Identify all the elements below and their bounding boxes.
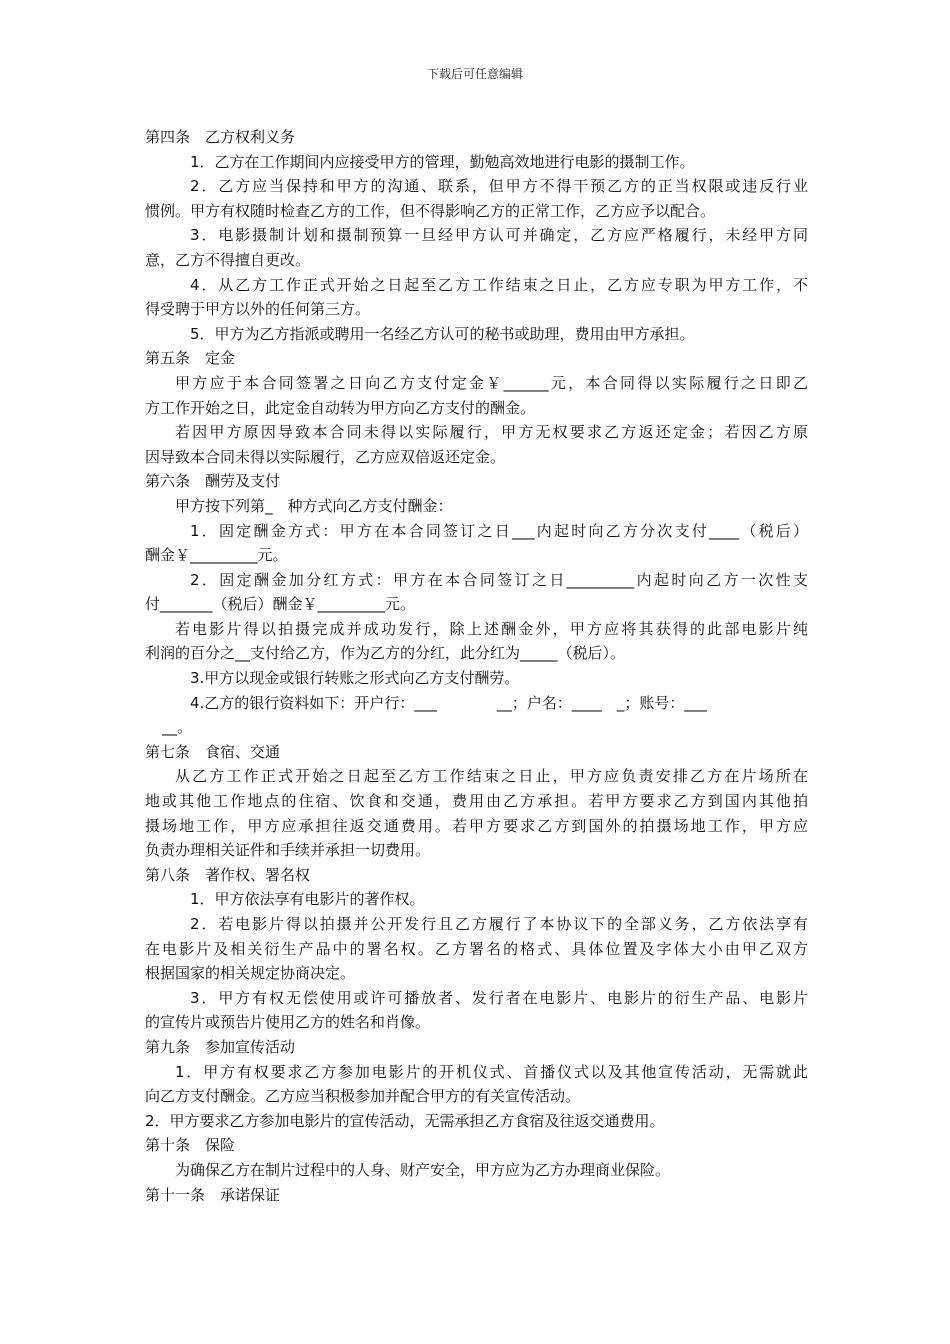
contract-line: 1．甲方依法享有电影片的著作权。 — [190, 890, 425, 909]
contract-line: 2．固定酬金加分红方式：甲方在本合同签订之日_________内起时向乙方一次性支 — [190, 570, 808, 589]
contract-line: 意，乙方不得擅自更改。 — [145, 250, 311, 269]
contract-line: 2．甲方要求乙方参加电影片的宣传活动，无需承担乙方食宿及往返交通费用。 — [145, 1111, 665, 1130]
contract-line: 2．乙方应当保持和甲方的沟通、联系，但甲方不得干预乙方的正当权限或违反行业 — [190, 177, 808, 196]
contract-body — [145, 125, 808, 1207]
contract-line: 5．甲方为乙方指派或聘用一名经乙方认可的秘书或助理，费用由甲方承担。 — [190, 324, 695, 343]
contract-line: 从乙方工作正式开始之日起至乙方工作结束之日止，甲方应负责安排乙方在片场所在 — [175, 767, 808, 786]
contract-line: 负责办理相关证件和手续并承担一切费用。 — [145, 841, 431, 860]
contract-line: 摄场地工作，甲方应承担往返交通费用。若甲方要求乙方到国外的拍摄场地工作，甲方应 — [145, 816, 808, 835]
contract-line: 1．固定酬金方式：甲方在本合同签订之日___内起时向乙方分次支付____（税后） — [190, 521, 808, 540]
contract-line: 1．乙方在工作期间内应接受甲方的管理，勤勉高效地进行电影的摄制工作。 — [190, 152, 695, 171]
contract-line: 甲方按下列第_ 种方式向乙方支付酬金： — [175, 496, 453, 515]
contract-line: 若电影片得以拍摄完成并成功发行，除上述酬金外，甲方应将其获得的此部电影片纯 — [175, 619, 808, 638]
contract-line: 第四条 乙方权利义务 — [145, 128, 296, 146]
contract-line: 第十一条 承诺保证 — [145, 1185, 281, 1204]
contract-line: 4.乙方的银行资料如下：开户行：___ __；户名：____ _；账号：___ — [190, 693, 707, 712]
contract-line: 若因甲方原因导致本合同未得以实际履行，甲方无权要求乙方返还定金；若因乙方原 — [175, 423, 808, 442]
contract-line: 1．甲方有权要求乙方参加电影片的开机仪式、首播仪式以及其他宣传活动，无需就此 — [175, 1062, 808, 1081]
contract-line: 的宣传片或预告片使用乙方的姓名和肖像。 — [145, 1013, 431, 1032]
contract-line: 甲方应于本合同签署之日向乙方支付定金￥______元，本合同得以实际履行之日即乙 — [175, 373, 808, 392]
contract-line: 得受聘于甲方以外的任何第三方。 — [145, 300, 371, 319]
contract-line: 4．从乙方工作正式开始之日起至乙方工作结束之日止，乙方应专职为甲方工作，不 — [190, 275, 808, 294]
contract-line: 为确保乙方在制片过程中的人身、财产安全，甲方应为乙方办理商业保险。 — [175, 1160, 671, 1179]
contract-line: __。 — [162, 718, 193, 737]
contract-line: 3.甲方以现金或银行转账之形式向乙方支付酬劳。 — [190, 669, 520, 688]
page-header-note: 下载后可任意编辑 — [426, 67, 523, 81]
contract-line: 向乙方支付酬金。乙方应当积极参加并配合甲方的有关宣传活动。 — [145, 1087, 581, 1106]
contract-line: 方工作开始之日，此定金自动转为甲方向乙方支付的酬金。 — [145, 398, 536, 417]
contract-line: 利润的百分之__支付给乙方，作为乙方的分红，此分红为_____（税后）。 — [145, 644, 626, 663]
contract-line: 第十条 保险 — [145, 1136, 236, 1155]
contract-line: 因导致本合同未得以实际履行，乙方应双倍返还定金。 — [145, 447, 506, 466]
contract-line: 第九条 参加宣传活动 — [145, 1037, 296, 1056]
contract-line: 3．电影摄制计划和摄制预算一旦经甲方认可并确定，乙方应严格履行，未经甲方同 — [190, 226, 808, 245]
contract-line: 酬金￥_________元。 — [145, 546, 288, 565]
contract-line: 第八条 著作权、署名权 — [145, 865, 311, 884]
contract-line: 第七条 食宿、交通 — [145, 742, 281, 761]
contract-line: 惯例。甲方有权随时检查乙方的工作，但不得影响乙方的正常工作，乙方应予以配合。 — [145, 201, 716, 220]
contract-line: 3．甲方有权无偿使用或许可播放者、发行者在电影片、电影片的衍生产品、电影片 — [190, 988, 808, 1007]
contract-line: 第五条 定金 — [145, 349, 236, 368]
contract-line: 根据国家的相关规定协商决定。 — [145, 964, 356, 983]
contract-line: 第六条 酬劳及支付 — [145, 472, 281, 491]
contract-line: 在电影片及相关衍生产品中的署名权。乙方署名的格式、具体位置及字体大小由甲乙双方 — [145, 939, 808, 958]
contract-line: 地或其他工作地点的住宿、饮食和交通，费用由乙方承担。若甲方要求乙方到国内其他拍 — [145, 792, 808, 811]
contract-line: 付_______（税后）酬金￥_________元。 — [145, 595, 416, 614]
contract-line: 2．若电影片得以拍摄并公开发行且乙方履行了本协议下的全部义务，乙方依法享有 — [190, 915, 808, 933]
